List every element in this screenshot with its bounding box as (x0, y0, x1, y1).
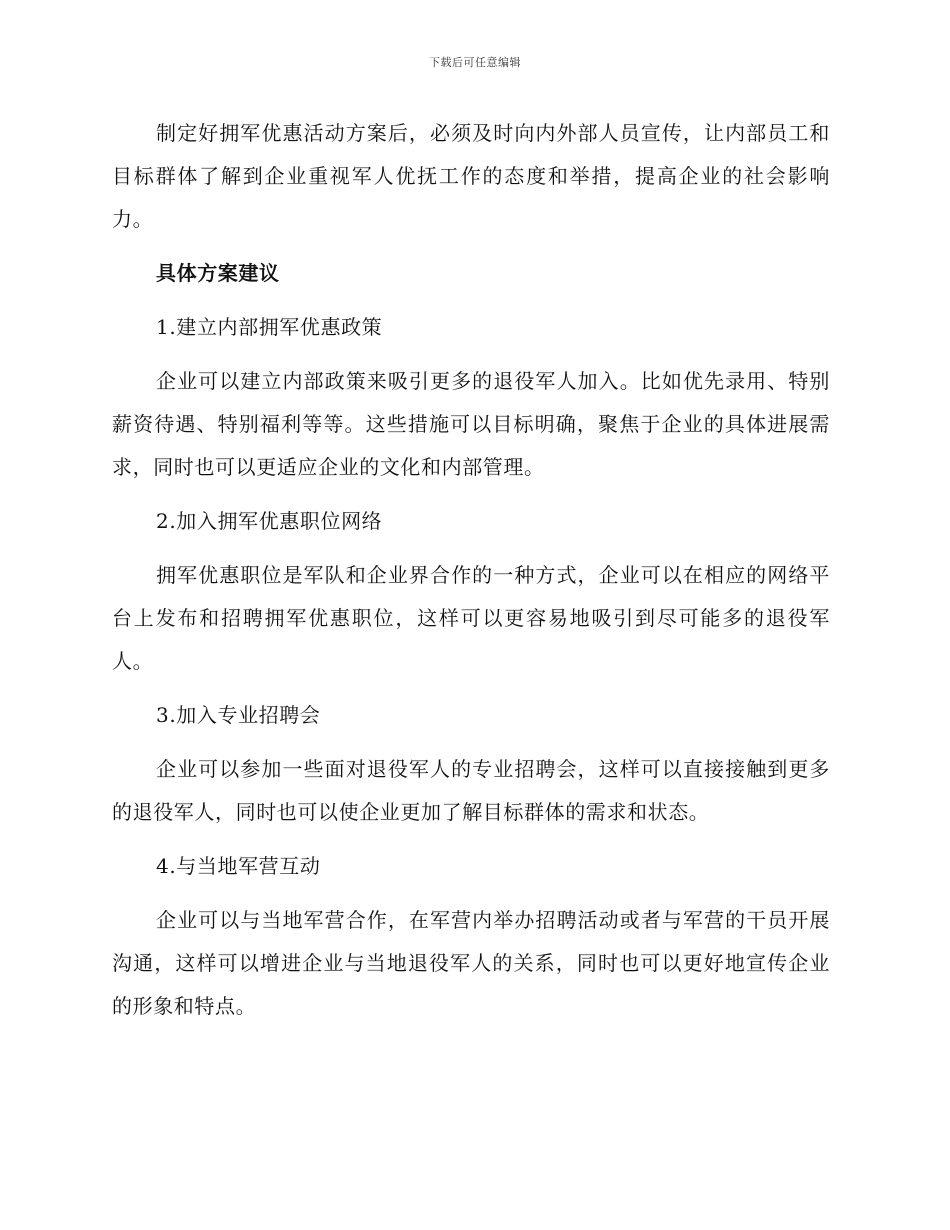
item-heading-1: 1.建立内部拥军优惠政策 (156, 315, 383, 339)
item-body-1: 企业可以建立内部政策来吸引更多的退役军人加入。比如优先录用、特别薪资待遇、特别福利等等。这些措施可以目标明确，聚焦于企业的具体进展需求，同时也可以更适应企业的文化和内部管理。 (112, 369, 830, 479)
intro-paragraph: 制定好拥军优惠活动方案后，必须及时向内外部人员宣传，让内部员工和目标群体了解到企业重视军人优抚工作的态度和举措，提高企业的社会影响力。 (112, 121, 830, 231)
item-body-3: 企业可以参加一些面对退役军人的专业招聘会，这样可以直接接触到更多的退役军人，同时也可以使企业更加了解目标群体的需求和状态。 (112, 757, 830, 824)
item-body-2: 拥军优惠职位是军队和企业界合作的一种方式，企业可以在相应的网络平台上发布和招聘拥军优惠职位，这样可以更容易地吸引到尽可能多的退役军人。 (112, 563, 830, 673)
item-heading-2: 2.加入拥军优惠职位网络 (156, 509, 383, 533)
item-heading-3: 3.加入专业招聘会 (156, 703, 321, 727)
item-heading-4: 4.与当地军营互动 (156, 854, 321, 878)
section-heading: 具体方案建议 (156, 261, 280, 285)
document-body (112, 112, 830, 1028)
page-header: 下载后可任意编辑 (429, 56, 521, 69)
item-body-4: 企业可以与当地军营合作，在军营内举办招聘活动或者与军营的干员开展沟通，这样可以增进企业与当地退役军人的关系，同时也可以更好地宣传企业的形象和特点。 (112, 908, 830, 1018)
